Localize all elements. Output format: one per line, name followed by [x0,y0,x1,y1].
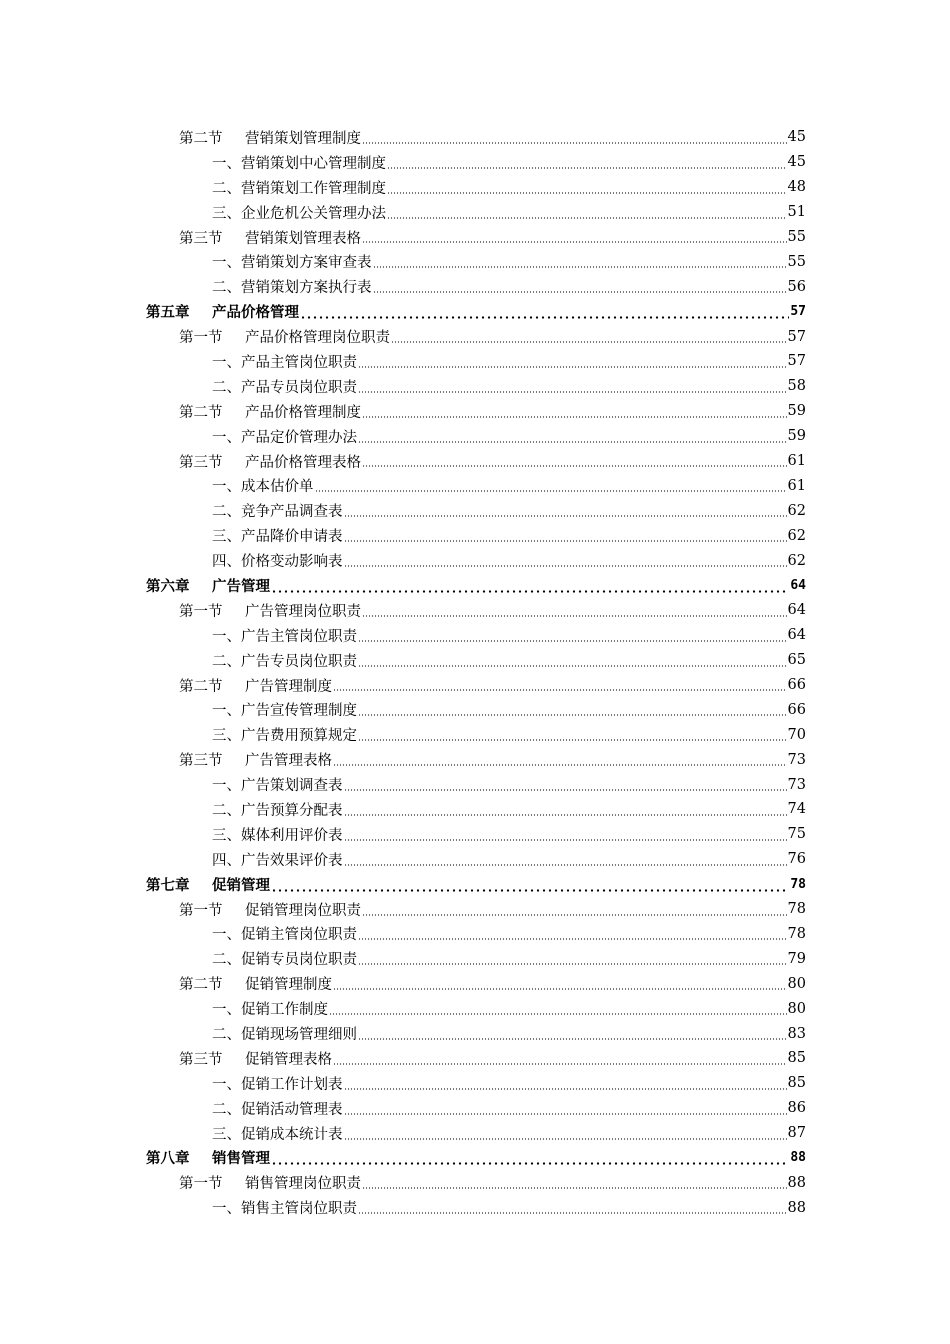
toc-page-number: 57 [790,304,806,320]
toc-entry-title: 广告费用预算规定 [241,728,357,745]
toc-section-row[interactable] [0,324,806,349]
toc-entry-title: 促销主管岗位职责 [241,927,357,944]
toc-entry-label [146,1147,271,1168]
toc-entry-title: 企业危机公关管理办法 [241,205,386,222]
toc-entry-label [212,724,358,745]
toc-page-number: 75 [787,826,806,843]
dot-leader [391,341,787,343]
toc-entry-number: 第一节 [179,1176,223,1193]
toc-chapter-row[interactable] [0,299,806,324]
toc-entry-number: 第一节 [179,902,223,919]
toc-item-row[interactable] [0,1071,806,1096]
toc-section-row[interactable] [0,598,806,623]
toc-entry-label [212,525,344,546]
toc-entry-label [212,998,329,1019]
toc-entry-title: 广告管理制度 [245,678,332,695]
toc-entry-title: 营销策划管理制度 [245,130,361,147]
toc-page-number: 85 [787,1075,806,1092]
dot-leader [333,764,787,766]
dot-leader [362,1187,787,1189]
dot-leader [358,714,787,716]
toc-page-number: 76 [787,851,806,868]
toc-item-row[interactable] [0,1021,806,1046]
toc-item-row[interactable] [0,847,806,872]
toc-section-row[interactable] [0,897,806,922]
toc-entry-number: 第一节 [179,603,223,620]
dot-leader [333,1063,787,1065]
toc-item-row[interactable] [0,797,806,822]
toc-page-number: 80 [787,975,806,992]
toc-entry-number: 第七章 [146,876,190,894]
toc-item-row[interactable] [0,374,806,399]
toc-entry-label [146,874,271,895]
dot-leader [387,167,787,169]
toc-item-row[interactable] [0,175,806,200]
dot-leader [300,316,789,319]
toc-entry-title: 促销工作制度 [241,1002,328,1019]
toc-entry-title: 广告策划调查表 [241,778,343,795]
toc-page-number: 88 [790,1150,806,1166]
toc-page-number: 64 [787,602,806,619]
toc-entry-number: 第二节 [179,404,223,421]
toc-entry-label [179,401,362,422]
toc-section-row[interactable] [0,449,806,474]
dot-leader [358,938,787,940]
toc-entry-label [212,1023,358,1044]
toc-page-number: 74 [787,801,806,818]
toc-entry-title: 促销专员岗位职责 [241,952,357,969]
toc-entry-title: 促销成本统计表 [241,1126,343,1143]
toc-entry-title: 产品定价管理办法 [241,429,357,446]
toc-entry-title: 价格变动影响表 [241,554,343,571]
toc-page-number: 83 [787,1025,806,1042]
dot-leader [271,1162,789,1165]
toc-page-number: 66 [787,701,806,718]
toc-page-number: 62 [787,527,806,544]
toc-page-number: 85 [787,1050,806,1067]
toc-entry-label [179,749,333,770]
toc-page-number: 56 [787,278,806,295]
toc-entry-label [212,500,344,521]
dot-leader [344,540,787,542]
toc-entry-label [212,625,358,646]
toc-item-row[interactable] [0,548,806,573]
toc-entry-number: 第一节 [179,330,223,347]
toc-item-row[interactable] [0,200,806,225]
toc-entry-number: 一、 [212,703,241,720]
toc-entry-label [179,973,333,994]
toc-entry-title: 产品降价申请表 [241,529,343,546]
toc-entry-label [212,1197,358,1218]
toc-page-number: 73 [787,776,806,793]
toc-page-number: 55 [787,253,806,270]
toc-entry-title: 营销策划中心管理制度 [241,155,386,172]
toc-entry-number: 三、 [212,728,241,745]
toc-entry-number: 三、 [212,529,241,546]
dot-leader [344,1138,787,1140]
toc-entry-number: 第八章 [146,1150,190,1168]
toc-page-number: 78 [787,901,806,918]
toc-section-row[interactable] [0,747,806,772]
toc-entry-label [179,899,362,920]
toc-entry-number: 一、 [212,1002,241,1019]
toc-item-row[interactable] [0,648,806,673]
toc-page-number: 70 [787,726,806,743]
toc-entry-label [212,251,373,272]
toc-page-number: 66 [787,677,806,694]
dot-leader [333,689,787,691]
toc-entry-number: 二、 [212,653,241,670]
toc-entry-number: 一、 [212,255,241,272]
toc-page-number: 79 [787,950,806,967]
dot-leader [387,192,787,194]
toc-entry-title: 广告主管岗位职责 [241,628,357,645]
toc-entry-title: 促销管理表格 [245,1051,332,1068]
toc-entry-label [212,426,358,447]
dot-leader [362,914,787,916]
toc-entry-number: 二、 [212,952,241,969]
toc-entry-number: 一、 [212,1201,241,1218]
toc-entry-title: 广告管理岗位职责 [245,603,361,620]
toc-item-row[interactable] [0,922,806,947]
toc-entry-title: 营销策划工作管理制度 [241,180,386,197]
dot-leader [362,465,787,467]
toc-entry-number: 二、 [212,280,241,297]
dot-leader [358,640,787,642]
toc-entry-title: 广告效果评价表 [241,852,343,869]
dot-leader [344,839,787,841]
toc-entry-number: 二、 [212,1101,241,1118]
toc-page-number: 59 [787,428,806,445]
toc-entry-title: 广告宣传管理制度 [241,703,357,720]
toc-page-number: 80 [787,1000,806,1017]
toc-section-row[interactable] [0,1046,806,1071]
toc-entry-label [212,376,358,397]
toc-item-row[interactable] [0,473,806,498]
toc-item-row[interactable] [0,150,806,175]
toc-page-number: 45 [787,129,806,146]
dot-leader [362,241,787,243]
dot-leader [344,515,787,517]
toc-entry-label [212,550,344,571]
toc-page-number: 61 [787,453,806,470]
toc-item-row[interactable] [0,274,806,299]
toc-entry-number: 第三节 [179,753,223,770]
toc-section-row[interactable] [0,399,806,424]
toc-entry-number: 一、 [212,927,241,944]
dot-leader [358,665,787,667]
toc-entry-title: 促销工作计划表 [241,1076,343,1093]
toc-entry-title: 促销管理制度 [245,977,332,994]
dot-leader [344,814,787,816]
toc-page-number: 78 [790,876,806,892]
toc-page-number: 62 [787,552,806,569]
toc-entry-label [212,650,358,671]
dot-leader [344,1113,787,1115]
toc-entry-title: 成本估价单 [241,479,314,496]
dot-leader [333,988,787,990]
toc-entry-label [212,1073,344,1094]
dot-leader [362,615,787,617]
toc-entry-number: 一、 [212,155,241,172]
toc-entry-number: 第二节 [179,130,223,147]
toc-entry-label [179,326,391,347]
toc-entry-number: 一、 [212,628,241,645]
toc-page-number: 64 [787,627,806,644]
toc-entry-title: 产品价格管理岗位职责 [245,330,390,347]
toc-entry-title: 销售管理岗位职责 [245,1176,361,1193]
toc-item-row[interactable] [0,697,806,722]
toc-page-number: 51 [787,204,806,221]
toc-entry-number: 第二节 [179,977,223,994]
toc-entry-label [179,127,362,148]
toc-entry-label [212,276,373,297]
toc-section-row[interactable] [0,125,806,150]
toc-entry-label [212,202,387,223]
toc-page-number: 48 [787,179,806,196]
dot-leader [329,1013,787,1015]
toc-entry-title: 销售主管岗位职责 [241,1201,357,1218]
toc-entry-title: 广告预算分配表 [241,802,343,819]
dot-leader [358,739,787,741]
toc-entry-title: 产品专员岗位职责 [241,379,357,396]
toc-page-number: 86 [787,1100,806,1117]
toc-page-number: 58 [787,378,806,395]
toc-entry-label [146,575,271,596]
dot-leader [358,1212,787,1214]
toc-page-number: 57 [787,353,806,370]
toc-page-number: 62 [787,502,806,519]
toc-entry-label [179,227,362,248]
toc-entry-title: 产品价格管理 [212,304,299,322]
toc-chapter-row[interactable] [0,573,806,598]
toc-item-row[interactable] [0,996,806,1021]
toc-entry-number: 第三节 [179,1051,223,1068]
toc-entry-number: 三、 [212,1126,241,1143]
toc-entry-label [212,849,344,870]
toc-entry-label [179,1048,333,1069]
toc-entry-label [212,948,358,969]
dot-leader [387,217,787,219]
toc-section-row[interactable] [0,971,806,996]
toc-entry-label [212,799,344,820]
toc-entry-title: 广告管理 [212,577,270,595]
toc-entry-number: 第五章 [146,304,190,322]
toc-entry-title: 营销策划管理表格 [245,230,361,247]
toc-entry-label [212,177,387,198]
toc-entry-label [179,675,333,696]
toc-item-row[interactable] [0,1121,806,1146]
toc-entry-title: 产品价格管理制度 [245,404,361,421]
toc-entry-number: 二、 [212,379,241,396]
toc-entry-label [212,824,344,845]
toc-page-number: 64 [790,577,806,593]
toc-entry-number: 四、 [212,554,241,571]
toc-entry-title: 产品价格管理表格 [245,454,361,471]
toc-item-row[interactable] [0,772,806,797]
toc-entry-title: 产品主管岗位职责 [241,354,357,371]
toc-entry-label [179,451,362,472]
toc-entry-title: 销售管理 [212,1150,270,1168]
dot-leader [344,565,787,567]
dot-leader [358,1038,787,1040]
toc-entry-label [179,600,362,621]
toc-entry-number: 一、 [212,429,241,446]
toc-entry-label [212,351,358,372]
toc-entry-number: 一、 [212,778,241,795]
toc-entry-title: 广告专员岗位职责 [241,653,357,670]
dot-leader [271,889,789,892]
toc-entry-title: 竞争产品调查表 [241,504,343,521]
toc-page-number: 78 [787,925,806,942]
toc-entry-label [212,1123,344,1144]
toc-entry-number: 第六章 [146,577,190,595]
toc-section-row[interactable] [0,1170,806,1195]
dot-leader [362,416,787,418]
toc-chapter-row[interactable] [0,872,806,897]
toc-item-row[interactable] [0,523,806,548]
toc-entry-number: 四、 [212,852,241,869]
toc-entry-number: 二、 [212,802,241,819]
toc-entry-label [212,774,344,795]
toc-page-number: 55 [787,229,806,245]
toc-entry-label [146,301,300,322]
toc-entry-title: 促销活动管理表 [241,1101,343,1118]
toc-entry-label [212,475,315,496]
toc-entry-number: 三、 [212,827,241,844]
toc-entry-label [179,1172,362,1193]
dot-leader [315,490,787,492]
toc-entry-number: 二、 [212,180,241,197]
dot-leader [271,590,789,593]
toc-page-number: 57 [787,328,806,345]
toc-entry-title: 促销管理 [212,876,270,894]
toc-page-number: 65 [787,652,806,669]
toc-entry-number: 一、 [212,1076,241,1093]
toc-item-row[interactable] [0,822,806,847]
dot-leader [344,789,787,791]
toc-entry-number: 第三节 [179,230,223,247]
toc-entry-title: 营销策划方案审查表 [241,255,372,272]
dot-leader [344,1088,787,1090]
toc-entry-number: 二、 [212,1027,241,1043]
toc-item-row[interactable] [0,498,806,523]
dot-leader [373,266,787,268]
toc-page-number: 61 [787,477,806,494]
toc-entry-number: 第三节 [179,454,223,471]
dot-leader [344,864,787,866]
dot-leader [373,291,787,293]
toc-entry-number: 一、 [212,354,241,371]
dot-leader [358,963,787,965]
toc-item-row[interactable] [0,349,806,374]
dot-leader [358,441,787,443]
toc-item-row[interactable] [0,946,806,971]
toc-entry-number: 一、 [212,479,241,496]
toc-entry-number: 二、 [212,504,241,521]
toc-entry-label [212,152,387,173]
table-of-contents [0,125,950,1220]
toc-item-row[interactable] [0,623,806,648]
toc-section-row[interactable] [0,225,806,250]
toc-page-number: 45 [787,154,806,171]
toc-entry-label [212,923,358,944]
toc-page-number: 59 [787,403,806,420]
toc-entry-title: 营销策划方案执行表 [241,280,372,297]
toc-entry-number: 第二节 [179,678,223,695]
toc-entry-label [212,1098,344,1119]
dot-leader [358,366,787,368]
toc-entry-title: 媒体利用评价表 [241,827,343,844]
toc-chapter-row[interactable] [0,1146,806,1171]
toc-item-row[interactable] [0,1195,806,1220]
toc-entry-title: 促销管理岗位职责 [245,902,361,919]
dot-leader [362,142,787,144]
toc-item-row[interactable] [0,424,806,449]
toc-item-row[interactable] [0,722,806,747]
toc-entry-title: 广告管理表格 [245,753,332,770]
toc-entry-number: 三、 [212,205,241,222]
toc-page-number: 88 [787,1174,806,1191]
toc-entry-title: 促销现场管理细则 [241,1027,357,1043]
toc-page-number: 88 [787,1199,806,1216]
toc-item-row[interactable] [0,249,806,274]
dot-leader [358,391,787,393]
toc-page-number: 73 [787,751,806,768]
toc-item-row[interactable] [0,1096,806,1121]
toc-section-row[interactable] [0,673,806,698]
toc-entry-label [212,699,358,720]
toc-page-number: 87 [787,1125,806,1142]
